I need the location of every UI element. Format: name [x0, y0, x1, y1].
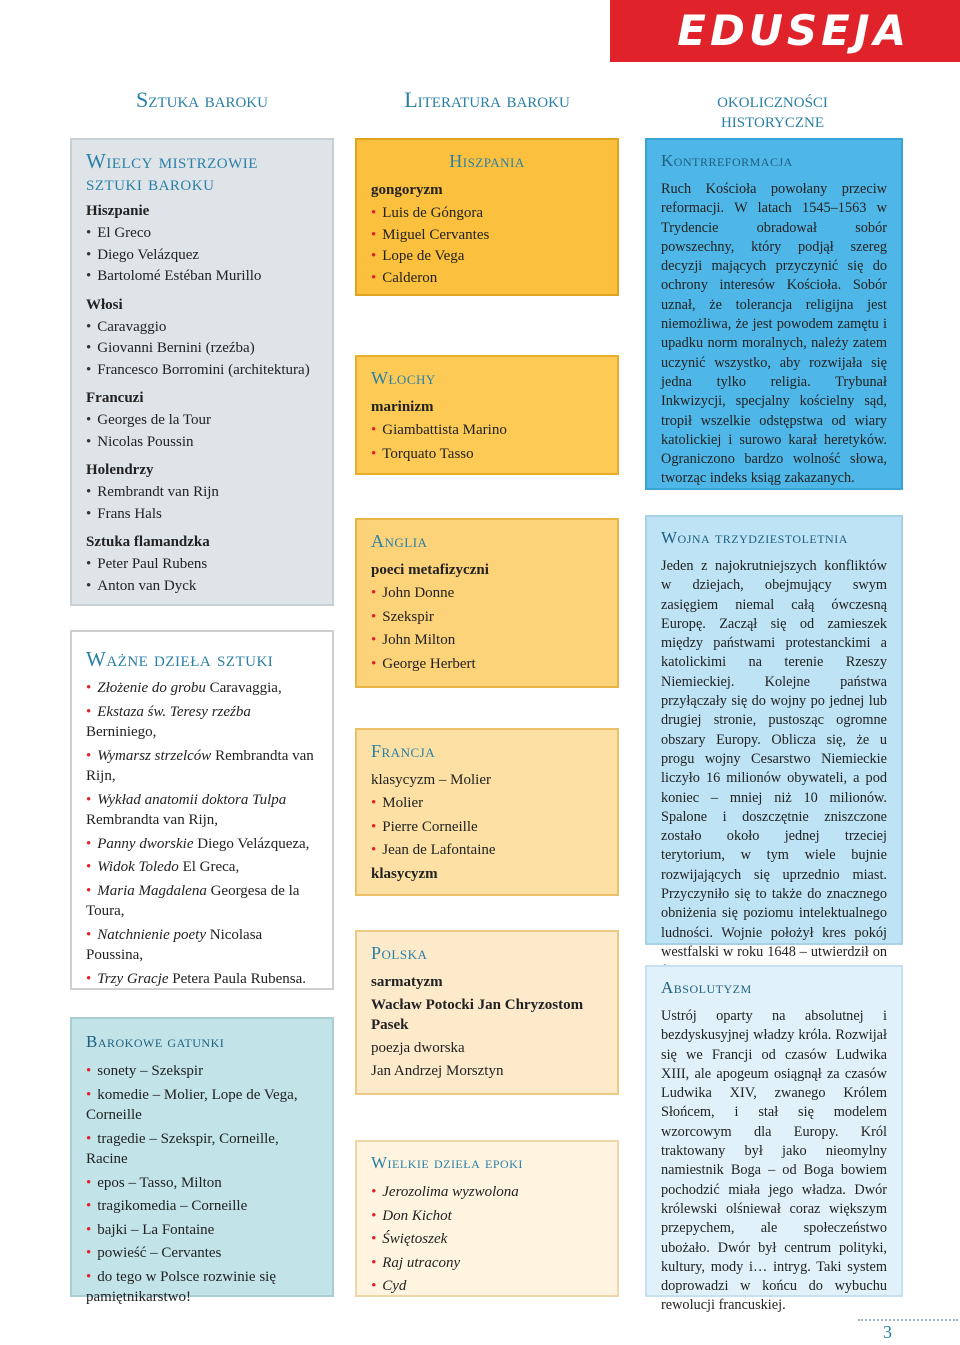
work-author: Caravaggia, [205, 680, 282, 696]
masters-group [86, 461, 318, 525]
genre-item: • sonety – Szekspir [86, 1061, 318, 1082]
italy-title: Włochy [371, 368, 436, 388]
spain-style: gongoryzm [371, 182, 443, 198]
france-title: Francja [371, 741, 436, 761]
group-heading: Sztuka flamandzka [86, 534, 210, 550]
france-style: klasycyzm – Molier [371, 772, 491, 788]
masters-group [86, 202, 318, 288]
list-item: • Francesco Borromini (architektura) [86, 360, 318, 382]
list-item: • Caravaggio [86, 317, 318, 339]
genre-item: • powieść – Cervantes [86, 1243, 318, 1264]
column-header-art: Sztuka baroku [136, 87, 268, 112]
epoch-item: • Cyd [371, 1276, 603, 1297]
england-title: Anglia [371, 531, 428, 551]
epoch-item: • Świętoszek [371, 1229, 603, 1250]
work-item [86, 702, 318, 743]
work-title: Natchnienie poety [97, 926, 206, 943]
poland-title: Polska [371, 943, 428, 963]
poland-line: poezja dworska [371, 1040, 465, 1056]
work-author: Rembrandta van Rijn, [86, 812, 219, 828]
france-box [355, 728, 619, 896]
genres-box [70, 1017, 334, 1305]
work-author: Petera Paula Rubensa. [168, 970, 306, 987]
absolutism-box [645, 965, 903, 1314]
group-heading: Francuzi [86, 390, 144, 406]
author-item: • Giambattista Marino [371, 420, 603, 441]
page-number: 3 [883, 1322, 892, 1342]
masters-title [86, 150, 318, 194]
work-title: Wymarsz strzelców [97, 747, 212, 764]
column-header-history-line1: okoliczności [717, 87, 828, 112]
work-title: Widok Toledo [97, 859, 179, 875]
author-item: • Torquato Tasso [371, 444, 603, 465]
author-item: • Pierre Corneille [371, 817, 603, 838]
work-item [86, 834, 318, 855]
work-author: Berniniego, [86, 724, 157, 740]
masters-group [86, 296, 318, 382]
group-heading: Hiszpanie [86, 203, 150, 219]
genre-item: • do tego w Polsce rozwinie się pamiętnikarstwo! [86, 1267, 318, 1308]
author-item: • Molier [371, 793, 603, 814]
work-author: Rembrandta van Rijn, [86, 747, 314, 784]
list-item: • Rembrandt van Rijn [86, 482, 318, 504]
author-item: • Szekspir [371, 607, 603, 628]
france-after: klasycyzm [371, 865, 438, 882]
author-item: • George Herbert [371, 654, 603, 675]
masters-box [70, 138, 334, 606]
work-item [86, 678, 318, 699]
work-item [86, 746, 318, 787]
list-item: • Frans Hals [86, 504, 318, 526]
masters-group [86, 389, 318, 453]
genre-item: • epos – Tasso, Milton [86, 1173, 318, 1194]
work-title: Wykład anatomii doktora Tulpa [97, 791, 287, 808]
masters-title-line2: sztuki baroku [86, 171, 215, 195]
works-title: Ważne dzieła sztuki [86, 647, 274, 671]
masters-title-line1: Wielcy mistrzowie [86, 149, 258, 173]
list-item: • Anton van Dyck [86, 576, 318, 598]
work-author: Nicolasa Poussina, [86, 926, 263, 963]
work-title: Złożenie do grobu [97, 680, 206, 696]
thirty-years-war-text: Jeden z najokrutniejszych konfliktów w dziejach, obejmujący swym zasięgiem niemal całą ówczesną Europę. Zaczął się od zamieszek między państwami protestanckimi a katolickimi na terenie Rzeszy Niemieckiej. Kolejne państwa przyłączały się do wojny po jednej lub drugiej stronie, pustosząc ogromne obszary Europy. Oblicza się, że u progu wojny Cesarstwo Niemieckie liczyło 16 milionów obywateli, a pod koniec – mniej niż 10 milionów. Spalone i doszczętnie zniszczone zostało około jednej trzeciej terytorium, w tym wiele bujnie rozwijających się uprzednio miast. Przyczyniło się to także do znacznego obniżenia się poziomu intelektualnego ludności. Wojnie położył kres pokój westfalski w roku 1648 – utwierdził on [661, 558, 887, 960]
poland-line: sarmatyzm [371, 974, 443, 990]
italy-box [355, 355, 619, 475]
logo-banner [610, 0, 960, 62]
author-item: • Jean de Lafontaine [371, 840, 603, 861]
england-box [355, 518, 619, 688]
italy-style: marinizm [371, 399, 434, 415]
work-title: Trzy Gracje [97, 970, 169, 987]
counter-reformation-box [645, 138, 903, 490]
counter-reformation-title: Kontrreformacja [661, 151, 793, 170]
genres-title: Barokowe gatunki [86, 1032, 225, 1051]
list-item: • El Greco [86, 223, 318, 245]
author-item: • Luis de Góngora [371, 203, 603, 225]
work-author: El Greca, [178, 859, 240, 875]
work-author: Georgesa de la Toura, [86, 882, 300, 919]
spain-title: Hiszpania [449, 151, 525, 171]
epoch-item: • Raj utracony [371, 1253, 603, 1274]
genre-item: • tragedie – Szekspir, Corneille, Racine [86, 1129, 318, 1170]
poland-line: Wacław Potocki Jan Chryzostom Pasek [371, 997, 584, 1033]
poland-box [355, 930, 619, 1095]
work-title: Maria Magdalena [97, 882, 207, 899]
list-item: • Georges de la Tour [86, 410, 318, 432]
absolutism-title: Absolutyzm [661, 978, 752, 997]
masters-group [86, 533, 318, 597]
epoch-box [355, 1140, 619, 1297]
work-item [86, 881, 318, 922]
works-box [70, 630, 334, 990]
logo: EDUSEJA [677, 6, 910, 55]
genre-item: • bajki – La Fontaine [86, 1220, 318, 1241]
author-item: • John Donne [371, 583, 603, 604]
author-item: • Calderon [371, 268, 603, 290]
list-item: • Nicolas Poussin [86, 432, 318, 454]
epoch-item: • Jerozolima wyzwolona [371, 1182, 603, 1203]
author-item: • Lope de Vega [371, 246, 603, 268]
spain-box [355, 138, 619, 296]
author-item: • John Milton [371, 630, 603, 651]
group-heading: Włosi [86, 296, 123, 313]
work-title: Panny dworskie [97, 835, 194, 852]
column-header-literature: Literatura baroku [404, 87, 570, 112]
list-item: • Peter Paul Rubens [86, 554, 318, 576]
list-item: • Giovanni Bernini (rzeźba) [86, 338, 318, 360]
work-item [86, 790, 318, 831]
list-item: • Bartolomé Estéban Murillo [86, 266, 318, 288]
list-item: • Diego Velázquez [86, 245, 318, 267]
column-header-history [645, 87, 900, 132]
work-author: Diego Velázqueza, [193, 835, 310, 852]
work-item [86, 969, 318, 990]
group-heading: Holendrzy [86, 462, 154, 478]
england-style: poeci metafizyczni [371, 562, 489, 578]
column-header-history-line2: historyczne [720, 107, 825, 132]
work-item [86, 857, 318, 878]
counter-reformation-text: Ruch Kościoła powołany przeciw reformacji. W latach 1545–1563 w Trydencie obradował sobór powszechny, który podjął szereg decyzji mających przyczynić się do ochrony interesów Kościoła. Sobór uznał, że tolerancja religijna jest niemożliwa, że jest powodem zamętu i upadku norm moralnych, należy zatem uczynić wszystko, aby rozwijała się jedna tylko religia. Trybunał Inkwizycji, specjalny kościelny sąd, tropił wszelkie odstępstwa od wiary katolickiej i surowo karał heretyków. Ograniczono bardzo wolność słowa, tworząc indeks ksiąg zakazanych. [661, 181, 887, 487]
author-item: • Miguel Cervantes [371, 225, 603, 247]
epoch-title: Wielkie dzieła epoki [371, 1153, 523, 1172]
thirty-years-war-box [645, 515, 903, 960]
page-number-rule [858, 1319, 958, 1322]
thirty-years-war-title: Wojna trzydziestoletnia [661, 528, 848, 547]
genre-item: • tragikomedia – Corneille [86, 1196, 318, 1217]
absolutism-text: Ustrój oparty na absolutnej i bezdyskusyjnej władzy króla. Rozwijał się we Francji od czasów Ludwika XIII, ale apogeum osiągnął za czasów Ludwika XIV, zwanego Królem Słońcem, i stał się modelem wzorcowym dla Europy. Król traktowany był jako nieomylny namiestnik Boga – od Boga bowiem pochodzić miała jego władza. Dwór królewski olśniewał coraz większym przepychem, ale społeczeństwo ubożało. Dwór był centrum polityki, kultury, mody i… intryg. Taki system doprowadzi w końcu do wybuchu rewolucji francuskiej. [661, 1008, 887, 1314]
genre-item: • komedie – Molier, Lope de Vega, Corneille [86, 1085, 318, 1126]
work-title: Ekstaza św. Teresy rzeźba [97, 703, 251, 720]
poland-line: Jan Andrzej Morsztyn [371, 1063, 504, 1079]
work-item [86, 925, 318, 966]
epoch-item: • Don Kichot [371, 1206, 603, 1227]
